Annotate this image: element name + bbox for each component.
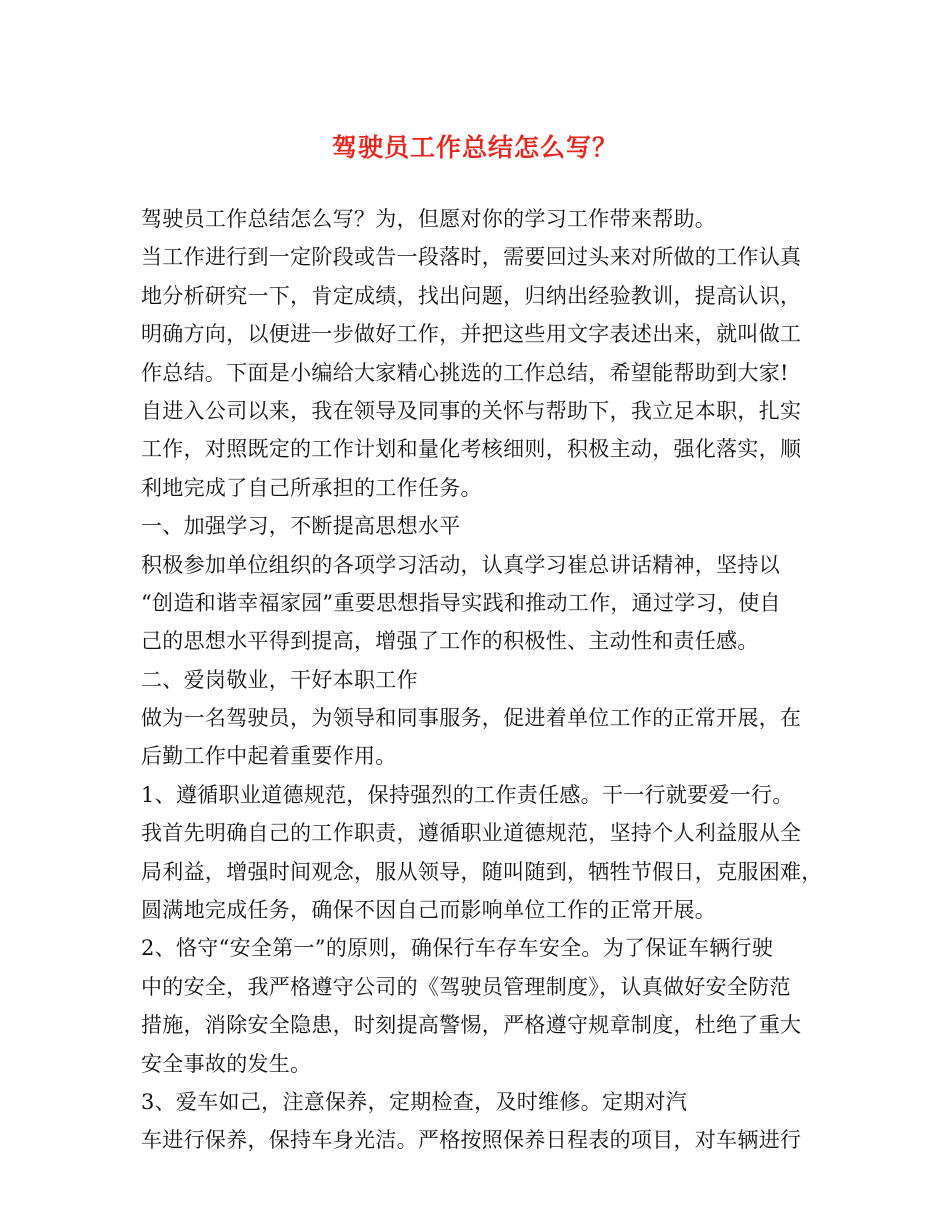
body-line: 圆满地完成任务，确保不因自己而影响单位工作的正常开展。 xyxy=(141,898,717,923)
body-line: 中的安全，我严格遵守公司的《驾驶员管理制度》，认真做好安全防范 xyxy=(141,974,791,999)
body-line: 积极参加单位组织的各项学习活动，认真学习崔总讲话精神，坚持以 xyxy=(141,552,780,577)
body-line: 当工作进行到一定阶段或告一段落时，需要回过头来对所做的工作认真 xyxy=(141,245,802,270)
body-line: 明确方向，以便进一步做好工作，并把这些用文字表述出来，就叫做工 xyxy=(141,322,802,347)
body-line: 安全事故的发生。 xyxy=(141,1051,312,1076)
body-line: 车进行保养，保持车身光洁。严格按照保养日程表的项目，对车辆进行 xyxy=(141,1128,802,1153)
list-item-3: 3、爱车如己，注意保养，定期检查，及时维修。定期对汽 xyxy=(141,1089,688,1114)
body-line: 利地完成了自己所承担的工作任务。 xyxy=(141,475,482,500)
list-item-2: 2、恪守“安全第一”的原则，确保行车存车安全。为了保证车辆行驶 xyxy=(141,936,774,961)
body-line: 措施，消除安全隐患，时刻提高警惕，严格遵守规章制度，杜绝了重大 xyxy=(141,1013,802,1038)
list-item-1: 1、遵循职业道德规范，保持强烈的工作责任感。干一行就要爱一行。 xyxy=(141,782,794,807)
body-line: 做为一名驾驶员，为领导和同事服务，促进着单位工作的正常开展，在 xyxy=(141,706,802,731)
body-line: 自进入公司以来，我在领导及同事的关怀与帮助下，我立足本职，扎实 xyxy=(141,398,802,423)
body-line: “创造和谐幸福家园”重要思想指导实践和推动工作，通过学习，使自 xyxy=(141,590,781,615)
section-heading-2: 二、爱岗敬业，干好本职工作 xyxy=(141,667,418,692)
section-heading-1: 一、加强学习，不断提高思想水平 xyxy=(141,514,461,539)
body-line: 局利益，增强时间观念，服从领导，随叫随到，牺牲节假日，克服困难， xyxy=(141,859,823,884)
body-line: 工作，对照既定的工作计划和量化考核细则，积极主动，强化落实，顺 xyxy=(141,437,802,462)
body-line: 己的思想水平得到提高，增强了工作的积极性、主动性和责任感。 xyxy=(141,629,759,654)
body-line: 驾驶员工作总结怎么写？为，但愿对你的学习工作带来帮助。 xyxy=(141,207,717,231)
body-line: 地分析研究一下，肯定成绩，找出问题，归纳出经验教训，提高认识， xyxy=(141,283,802,308)
body-line: 作总结。下面是小编给大家精心挑选的工作总结，希望能帮助到大家! xyxy=(141,360,789,385)
body-line: 我首先明确自己的工作职责，遵循职业道德规范，坚持个人利益服从全 xyxy=(141,821,802,846)
document-body xyxy=(141,200,821,1160)
document-title: 驾驶员工作总结怎么写？ xyxy=(331,133,618,162)
body-line: 后勤工作中起着重要作用。 xyxy=(141,744,397,769)
